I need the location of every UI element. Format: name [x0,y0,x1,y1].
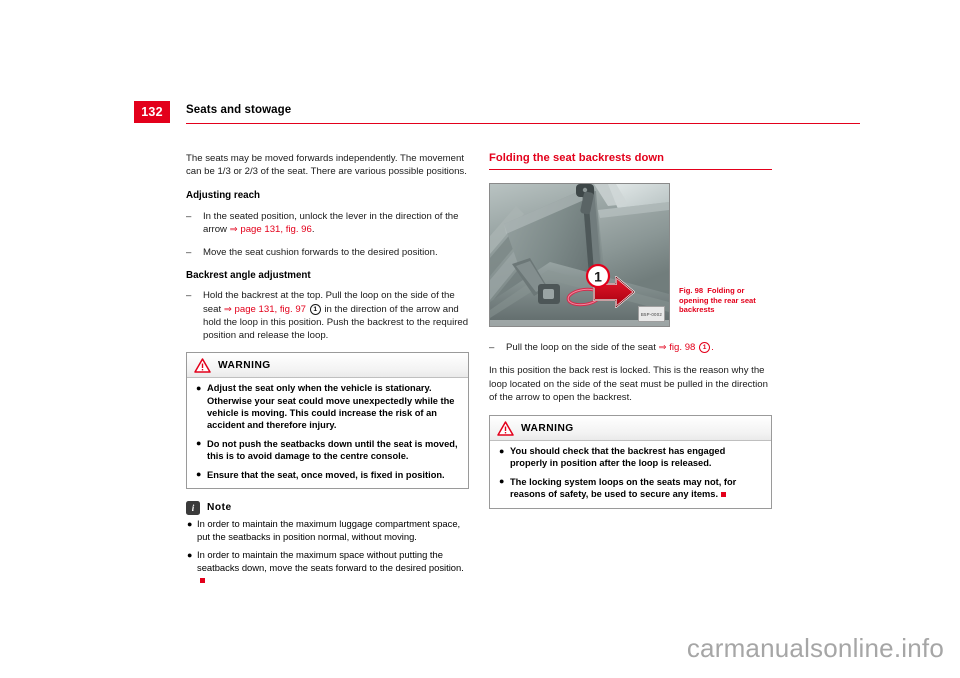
subheading-backrest-angle-adjustment: Backrest angle adjustment [186,270,311,282]
intro-paragraph: The seats may be moved forwards independently. The movement can be 1/3 or 2/3 of the seat. There are various possible positions. [186,153,467,178]
note-bullet-text: In order to maintain the maximum space without putting the seatbacks down, move the seats forward to the desired position. [197,549,464,573]
list-item-text: Move the seat cushion forwards to the desired position. [203,247,438,259]
callout-number: 1 [699,342,710,353]
warning-box-header [187,353,468,378]
list-item [186,246,469,259]
rear-seat-backrest-photo [490,184,669,326]
list-item-text-tail: . [711,342,714,354]
list-item-text: Hold the backrest at the top. Pull the loop on the side of the seat [203,290,455,315]
note-bullet-text: In order to maintain the maximum luggage compartment space, put the seatbacks in position normal, without moving. [197,518,461,542]
figure-caption-text: Folding or opening the rear seat backrests [679,286,756,315]
warning-box-title: WARNING [521,422,574,434]
note-box-title: Note [207,502,232,514]
warning-triangle-icon [497,421,514,436]
page-number-badge: 132 [134,101,170,123]
subheading-adjusting-reach: Adjusting reach [186,190,261,202]
callout-number: 1 [310,304,321,315]
note-box-body [186,518,469,587]
cross-reference-link[interactable]: ⇒ page 131, fig. 96 [229,223,312,235]
site-watermark: carmanualsonline.info [686,633,944,663]
figure-watermark: B5P-0002 [638,306,665,322]
note-box-header [186,501,469,518]
section-end-mark [721,492,726,497]
list-item [489,341,772,354]
svg-text:1: 1 [594,268,602,285]
warning-bullet [498,476,763,501]
left-column [186,152,469,588]
warning-bullet-text: You should check that the backrest has engaged properly in position after the loop is released. [510,446,726,469]
list-item-text: In the seated position, unlock the lever in the direction of the arrow [203,210,459,235]
warning-box-body [187,378,468,488]
warning-box-header [490,416,771,441]
note-box [186,501,469,587]
bullet-dot: ● [499,476,505,487]
warning-box-title: WARNING [218,360,271,372]
cross-reference-link[interactable]: ⇒ fig. 98 [658,342,696,354]
running-header [134,101,860,127]
warning-bullet-text: Adjust the seat only when the vehicle is stationary. Otherwise your seat could move unexpectedly while the vehicle is moving. This could increase the risk of an accident and therefore injury. [207,383,455,431]
figure-callout-1 [587,265,609,287]
right-column [489,152,772,521]
bullet-dot: ● [196,382,202,393]
warning-triangle-icon [194,358,211,373]
section-end-mark [200,578,205,583]
warning-box [489,415,772,509]
note-bullet [186,549,469,587]
warning-bullet [498,445,763,470]
list-item-text: Pull the loop on the side of the seat [506,342,656,354]
warning-box-body [490,441,771,508]
bullet-dot: ● [499,445,505,456]
figure-caption-label: Fig. 98 [679,286,704,296]
bullet-dot: ● [196,469,202,480]
dash-bullet: – [186,290,192,302]
section-heading-text: Folding the seat backrests down [489,152,664,164]
warning-bullet-text: Do not push the seatbacks down until the seat is moved, this is to avoid damage to the centre console. [207,438,458,462]
warning-bullet-text: The locking system loops on the seats may not, for reasons of safety, be used to secure any items. [510,476,737,500]
section-heading [489,152,772,170]
list-item [186,289,469,342]
dash-bullet: – [489,342,495,354]
warning-box [186,352,469,489]
dash-bullet: – [186,247,192,259]
warning-bullet-text: Ensure that the seat, once moved, is fixed in position. [207,469,445,480]
cross-reference-link[interactable]: ⇒ page 131, fig. 97 [223,303,306,315]
list-item-text-tail: . [311,223,315,235]
figure-block [489,183,772,329]
dash-bullet: – [186,210,192,222]
bullet-dot: ● [187,518,193,529]
bullet-dot: ● [187,549,193,560]
figure-image [489,183,670,327]
chapter-title: Seats and stowage [186,104,292,116]
note-bullet [186,518,469,543]
header-divider [186,123,860,124]
bullet-dot: ● [196,438,202,449]
list-item-text-tail: in the direction of the arrow and hold the loop in this position. Push the backrest to the required position and release the loop. [203,303,469,342]
warning-bullet [195,469,460,481]
body-paragraph: In this position the back rest is locked. This is the reason why the loop located on the side of the seat must be pulled in the direction of the arrow to open the backrest. [489,365,768,403]
section-heading-divider [489,169,772,170]
figure-caption [679,286,772,314]
info-icon: i [186,501,200,515]
warning-bullet [195,382,460,432]
warning-bullet [195,438,460,463]
list-item [186,210,469,236]
